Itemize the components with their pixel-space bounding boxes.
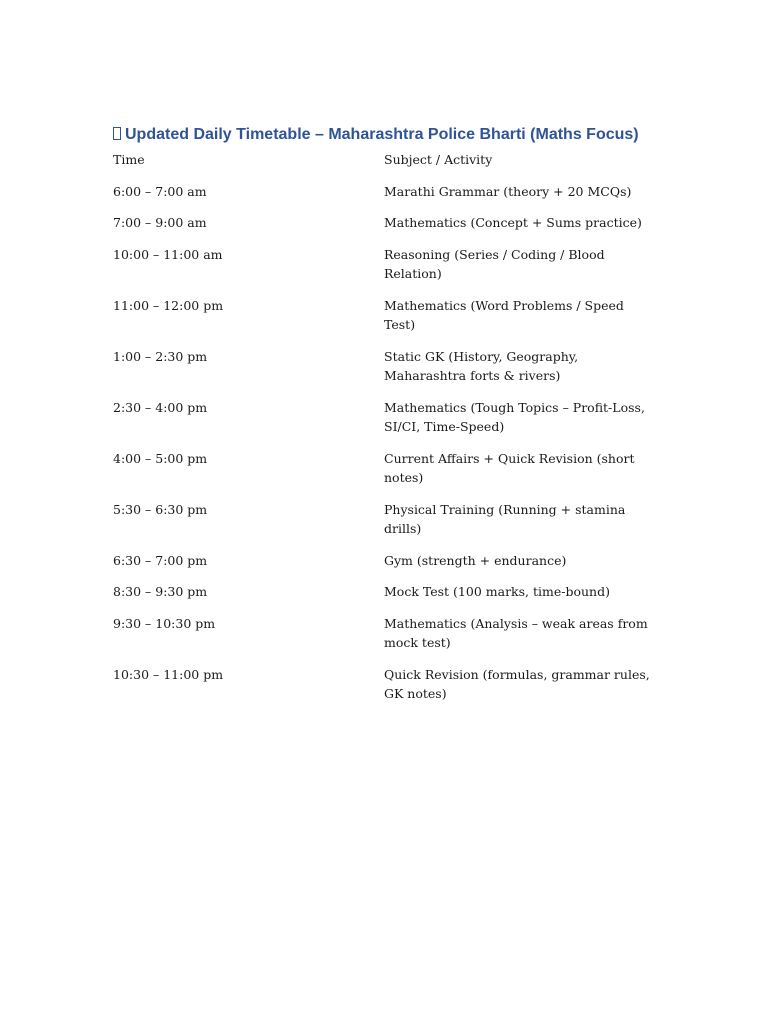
table-row [113,449,658,500]
header-time: Time [113,152,145,167]
timetable [113,150,658,716]
table-row [113,398,658,449]
activity-cell: Mock Test (100 marks, time-bound) [384,584,610,599]
time-cell: 11:00 – 12:00 pm [113,297,224,313]
time-cell: 8:30 – 9:30 pm [113,584,208,599]
table-row [113,665,658,716]
activity-cell: Current Affairs + Quick Revision (short notes) [384,450,635,485]
time-cell: 5:30 – 6:30 pm [113,501,208,517]
table-row [113,582,658,614]
time-cell: 6:30 – 7:00 pm [113,552,208,568]
time-cell: 1:00 – 2:30 pm [113,348,208,364]
activity-cell: Mathematics (Analysis – weak areas from mock test) [384,615,648,650]
box-glyph-icon [113,127,121,140]
timetable-header-row [113,150,658,182]
table-row [113,614,658,665]
activity-cell: Mathematics (Concept + Sums practice) [384,215,642,230]
table-row [113,213,658,245]
time-cell: 6:00 – 7:00 am [113,183,207,199]
activity-cell: Mathematics (Word Problems / Speed Test) [384,297,624,332]
time-cell: 10:00 – 11:00 am [113,246,223,262]
table-row [113,245,658,296]
table-row [113,551,658,583]
activity-cell: Static GK (History, Geography, Maharashtra forts & rivers) [384,348,579,383]
timetable-body [113,150,658,716]
time-cell: 2:30 – 4:00 pm [113,399,208,415]
page-title [113,122,658,148]
time-cell: 9:30 – 10:30 pm [113,615,216,631]
page-title-text: Updated Daily Timetable – Maharashtra Police Bharti (Maths Focus) [125,126,639,143]
time-cell: 10:30 – 11:00 pm [113,666,224,682]
time-cell: 4:00 – 5:00 pm [113,450,208,466]
table-row [113,182,658,214]
header-activity: Subject / Activity [384,152,493,167]
activity-cell: Physical Training (Running + stamina drills) [384,501,626,536]
table-row [113,500,658,551]
document-page [113,122,658,716]
activity-cell: Gym (strength + endurance) [384,552,567,568]
activity-cell: Reasoning (Series / Coding / Blood Relation) [384,246,605,281]
time-cell: 7:00 – 9:00 am [113,215,207,230]
activity-cell: Mathematics (Tough Topics – Profit-Loss, SI/CI, Time-Speed) [384,399,645,434]
table-row [113,296,658,347]
table-row [113,347,658,398]
activity-cell: Quick Revision (formulas, grammar rules, GK notes) [384,666,650,701]
activity-cell: Marathi Grammar (theory + 20 MCQs) [384,183,632,199]
